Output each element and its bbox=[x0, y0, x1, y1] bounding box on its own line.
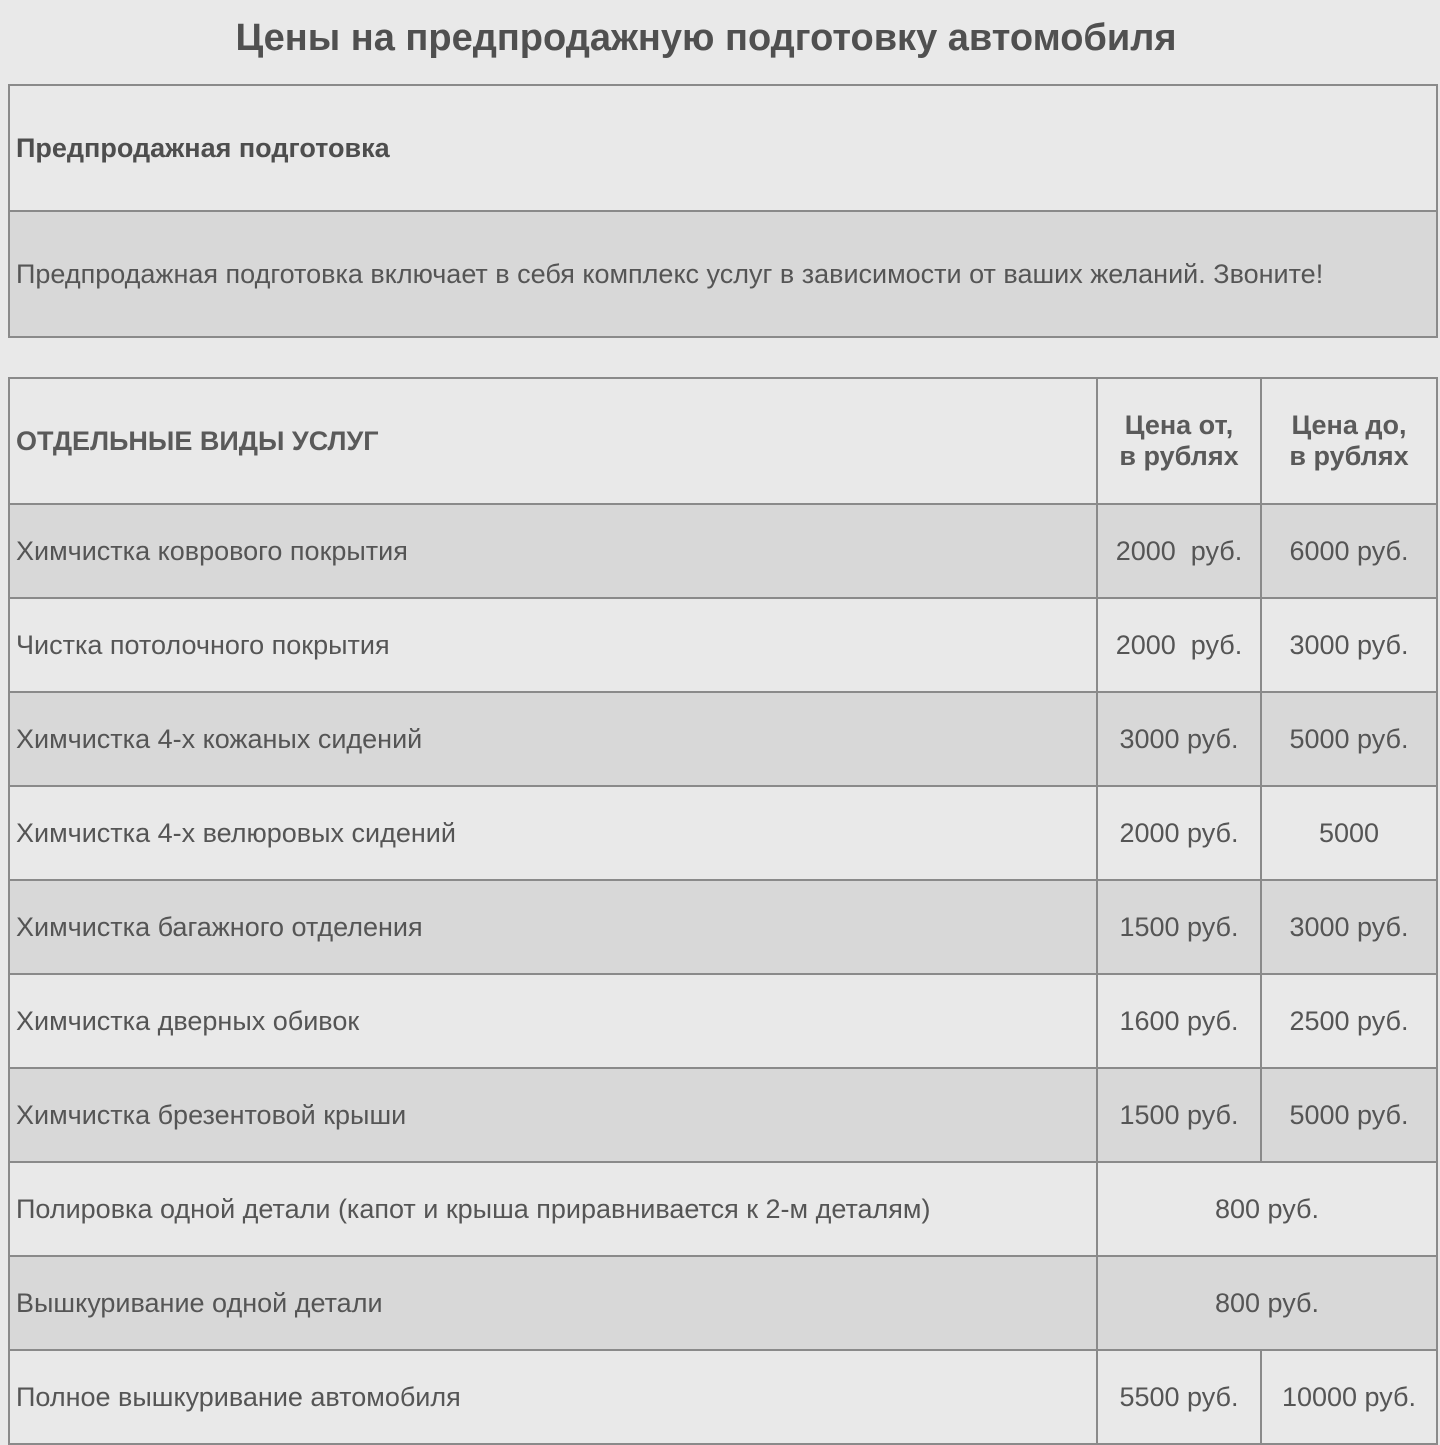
service-name: Полное вышкуривание автомобиля bbox=[9, 1350, 1097, 1444]
price-fixed: 800 руб. bbox=[1097, 1162, 1437, 1256]
table-row bbox=[9, 598, 1437, 692]
service-name: Полировка одной детали (капот и крыша приравнивается к 2-м деталям) bbox=[9, 1162, 1097, 1256]
service-name: Химчистка 4-х кожаных сидений bbox=[9, 692, 1097, 786]
service-name: Химчистка брезентовой крыши bbox=[9, 1068, 1097, 1162]
table-row bbox=[9, 880, 1437, 974]
header-price-from bbox=[1097, 378, 1261, 504]
service-name: Химчистка багажного отделения bbox=[9, 880, 1097, 974]
price-from: 1500 руб. bbox=[1097, 1068, 1261, 1162]
header-price-to-line1: Цена до, bbox=[1291, 410, 1407, 440]
price-from: 3000 руб. bbox=[1097, 692, 1261, 786]
price-to: 5000 руб. bbox=[1261, 1068, 1437, 1162]
intro-text-row bbox=[9, 211, 1437, 337]
table-row bbox=[9, 1068, 1437, 1162]
service-name: Вышкуривание одной детали bbox=[9, 1256, 1097, 1350]
service-name: Химчистка 4-х велюровых сидений bbox=[9, 786, 1097, 880]
intro-table bbox=[8, 84, 1438, 338]
table-row bbox=[9, 786, 1437, 880]
price-to: 2500 руб. bbox=[1261, 974, 1437, 1068]
price-table-header bbox=[9, 378, 1437, 504]
page-title: Цены на предпродажную подготовку автомобиля bbox=[235, 17, 1177, 59]
table-row bbox=[9, 1350, 1437, 1444]
header-price-to-line2: в рублях bbox=[1289, 441, 1409, 471]
intro-heading-row bbox=[9, 85, 1437, 211]
price-from: 2000 руб. bbox=[1097, 598, 1261, 692]
price-from: 5500 руб. bbox=[1097, 1350, 1261, 1444]
header-service: ОТДЕЛЬНЫЕ ВИДЫ УСЛУГ bbox=[9, 378, 1097, 504]
table-row bbox=[9, 1162, 1437, 1256]
price-to: 5000 руб. bbox=[1261, 692, 1437, 786]
header-price-from-line1: Цена от, bbox=[1124, 410, 1234, 440]
price-to: 3000 руб. bbox=[1261, 880, 1437, 974]
price-to: 3000 руб. bbox=[1261, 598, 1437, 692]
intro-heading: Предпродажная подготовка bbox=[9, 85, 1437, 211]
price-to: 10000 руб. bbox=[1261, 1350, 1437, 1444]
price-table bbox=[8, 377, 1438, 1445]
service-name: Химчистка дверных обивок bbox=[9, 974, 1097, 1068]
price-fixed: 800 руб. bbox=[1097, 1256, 1437, 1350]
table-row bbox=[9, 692, 1437, 786]
service-name: Чистка потолочного покрытия bbox=[9, 598, 1097, 692]
table-row bbox=[9, 504, 1437, 598]
intro-text: Предпродажная подготовка включает в себя комплекс услуг в зависимости от ваших желаний. Звоните! bbox=[9, 211, 1437, 337]
price-from: 2000 руб. bbox=[1097, 786, 1261, 880]
header-price-from-line2: в рублях bbox=[1119, 441, 1239, 471]
price-to: 5000 bbox=[1261, 786, 1437, 880]
service-name: Химчистка коврового покрытия bbox=[9, 504, 1097, 598]
price-from: 1500 руб. bbox=[1097, 880, 1261, 974]
header-price-to bbox=[1261, 378, 1437, 504]
price-from: 1600 руб. bbox=[1097, 974, 1261, 1068]
price-from: 2000 руб. bbox=[1097, 504, 1261, 598]
table-row bbox=[9, 974, 1437, 1068]
price-to: 6000 руб. bbox=[1261, 504, 1437, 598]
table-row bbox=[9, 1256, 1437, 1350]
